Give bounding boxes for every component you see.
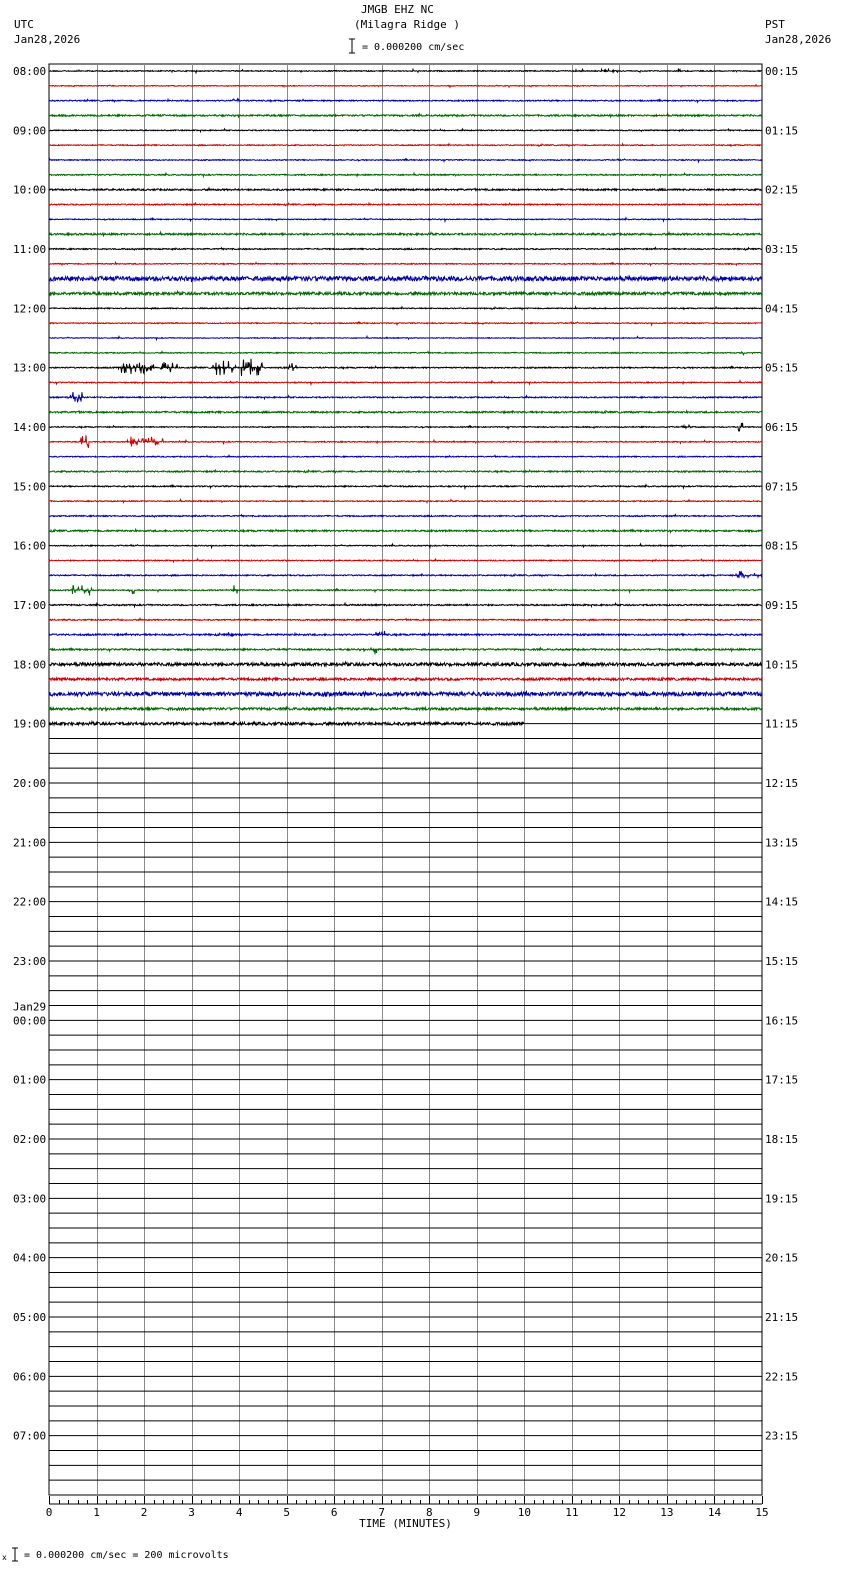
utc-hour-label: 07:00	[13, 1429, 47, 1443]
seismic-trace-row	[49, 173, 762, 176]
seismic-trace-row	[49, 435, 762, 448]
pst-hour-label: 16:15	[765, 1014, 799, 1028]
pst-hour-label: 17:15	[765, 1073, 799, 1087]
seismic-trace-row	[49, 129, 762, 132]
utc-hour-label: 00:00	[13, 1014, 47, 1028]
seismic-trace-row	[49, 232, 762, 236]
site-title: (Milagra Ridge )	[354, 18, 460, 31]
seismic-trace-row	[49, 571, 762, 578]
pst-hour-label: 07:15	[765, 480, 799, 494]
utc-hour-label: 14:00	[13, 420, 47, 434]
pst-hour-label: 10:15	[765, 658, 799, 672]
utc-hour-label: 09:00	[13, 124, 47, 138]
seismic-trace-row	[49, 603, 762, 606]
utc-hour-label: 16:00	[13, 539, 47, 553]
utc-hour-label: 04:00	[13, 1251, 47, 1265]
pst-hour-label: 09:15	[765, 598, 799, 612]
seismic-trace-row	[49, 631, 762, 636]
pst-hour-label: 02:15	[765, 183, 799, 197]
pst-hour-label: 23:15	[765, 1429, 799, 1443]
utc-hour-label: 06:00	[13, 1370, 47, 1384]
seismic-trace-row	[49, 529, 762, 532]
seismic-trace-row	[49, 248, 762, 250]
seismic-trace-row	[49, 307, 762, 310]
seismic-trace-row	[49, 203, 762, 206]
seismic-trace-row	[49, 618, 762, 620]
left-date: Jan28,2026	[14, 33, 81, 46]
seismic-trace-row	[49, 455, 762, 457]
utc-hour-label: 13:00	[13, 361, 47, 375]
pst-hour-label: 03:15	[765, 242, 799, 256]
seismic-trace-row	[49, 352, 762, 355]
x-tick-label: 9	[473, 1505, 481, 1519]
seismic-trace-row	[49, 585, 762, 595]
x-tick-label: 8	[425, 1505, 433, 1519]
scale-label: = 0.000200 cm/sec	[362, 42, 465, 53]
utc-hour-label: 02:00	[13, 1132, 47, 1146]
x-tick-label: 15	[755, 1505, 769, 1519]
pst-hour-label: 06:15	[765, 420, 799, 434]
seismic-trace-row	[49, 648, 762, 655]
seismic-trace-row	[49, 662, 762, 666]
scale-bars	[12, 39, 355, 1561]
left-timezone: UTC	[14, 18, 34, 31]
seismic-trace-row	[49, 276, 762, 282]
seismic-trace-row	[49, 515, 762, 517]
station-title: JMGB EHZ NC	[361, 3, 434, 16]
x-axis	[46, 1496, 769, 1530]
seismic-trace-row	[49, 559, 762, 562]
utc-hour-label: 11:00	[13, 242, 47, 256]
seismic-trace-row	[49, 485, 762, 489]
seismic-trace-row	[49, 411, 762, 414]
utc-hour-label: 18:00	[13, 658, 47, 672]
x-tick-label: 2	[140, 1505, 148, 1519]
seismic-trace-row	[49, 188, 762, 191]
x-axis-title: TIME (MINUTES)	[359, 1516, 452, 1530]
seismic-trace-row	[49, 423, 762, 431]
utc-hour-labels	[13, 65, 46, 1443]
utc-hour-label: 05:00	[13, 1310, 47, 1324]
x-tick-label: 13	[660, 1505, 674, 1519]
seismic-trace-row	[49, 262, 762, 265]
right-timezone: PST	[765, 18, 785, 31]
pst-hour-label: 19:15	[765, 1192, 799, 1206]
x-tick-label: 12	[612, 1505, 627, 1519]
pst-hour-label: 20:15	[765, 1251, 799, 1265]
x-tick-label: 3	[188, 1505, 195, 1519]
seismic-trace-row	[49, 381, 762, 385]
utc-hour-label: 01:00	[13, 1073, 47, 1087]
pst-hour-label: 18:15	[765, 1132, 799, 1146]
seismic-trace-row	[49, 691, 762, 696]
pst-hour-label: 14:15	[765, 895, 799, 909]
seismic-trace-row	[49, 218, 762, 221]
pst-hour-label: 12:15	[765, 776, 799, 790]
pst-hour-label: 13:15	[765, 836, 799, 850]
x-tick-label: 5	[283, 1505, 290, 1519]
utc-hour-label: 22:00	[13, 895, 47, 909]
x-tick-label: 14	[707, 1505, 722, 1519]
utc-hour-label: 19:00	[13, 717, 47, 731]
pst-hour-label: 05:15	[765, 361, 799, 375]
corner-mark: x	[2, 1553, 7, 1562]
x-tick-label: 11	[565, 1505, 579, 1519]
seismic-trace-row	[49, 470, 762, 473]
utc-hour-label: 20:00	[13, 776, 47, 790]
x-tick-label: 4	[235, 1505, 243, 1519]
pst-hour-label: 22:15	[765, 1370, 799, 1384]
footer-scale-note: = 0.000200 cm/sec = 200 microvolts	[24, 1550, 229, 1561]
seismic-trace-row	[49, 336, 762, 339]
date-change-label: Jan29	[13, 1000, 47, 1014]
utc-hour-label: 17:00	[13, 598, 47, 612]
pst-hour-label: 08:15	[765, 539, 799, 553]
pst-hour-label: 01:15	[765, 124, 799, 138]
utc-hour-label: 12:00	[13, 302, 47, 316]
seismic-trace-row	[49, 114, 762, 118]
x-tick-label: 7	[378, 1505, 386, 1519]
seismic-trace-row	[49, 144, 762, 147]
utc-hour-label: 08:00	[13, 65, 47, 78]
seismic-trace-row	[49, 678, 762, 681]
right-date: Jan28,2026	[765, 33, 832, 46]
pst-hour-labels	[765, 65, 798, 1443]
seismic-trace-row	[49, 99, 762, 102]
x-tick-label: 6	[330, 1505, 338, 1519]
seismic-trace-row	[49, 722, 524, 726]
seismic-trace-row	[49, 392, 762, 402]
seismic-trace-row	[49, 359, 762, 376]
seismic-trace-row	[49, 69, 762, 73]
seismic-trace-row	[49, 85, 762, 87]
utc-hour-label: 23:00	[13, 954, 47, 968]
utc-hour-label: 03:00	[13, 1192, 47, 1206]
seismic-trace-row	[49, 544, 762, 548]
pst-hour-label: 00:15	[765, 65, 799, 78]
seismic-trace-row	[49, 159, 762, 162]
pst-hour-label: 15:15	[765, 954, 799, 968]
seismic-trace-row	[49, 291, 762, 295]
x-tick-label: 0	[45, 1505, 53, 1519]
x-tick-label: 1	[93, 1505, 100, 1519]
x-tick-label: 10	[517, 1505, 531, 1519]
seismic-trace-row	[49, 707, 762, 712]
pst-hour-label: 11:15	[765, 717, 799, 731]
seismic-traces	[49, 69, 762, 1481]
utc-hour-label: 10:00	[13, 183, 47, 197]
seismic-trace-row	[49, 322, 762, 325]
utc-hour-label: 15:00	[13, 480, 47, 494]
utc-hour-label: 21:00	[13, 836, 47, 850]
seismic-trace-row	[49, 500, 762, 503]
pst-hour-label: 04:15	[765, 302, 799, 316]
pst-hour-label: 21:15	[765, 1310, 799, 1324]
